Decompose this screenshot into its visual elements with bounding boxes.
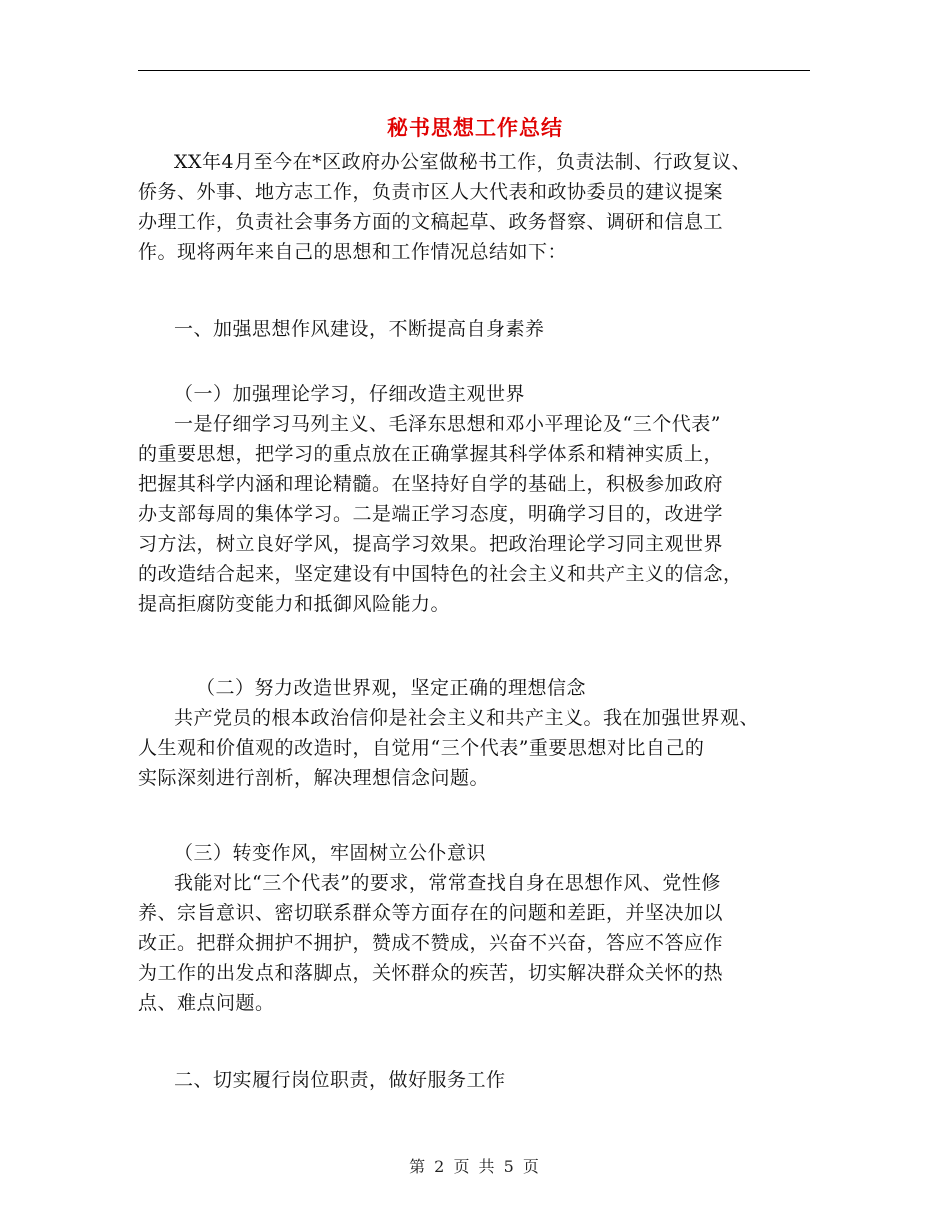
subheading-line: （二）努力改造世界观，坚定正确的理想信念 (196, 677, 587, 699)
subheading-line: （一）加强理论学习，仔细改造主观世界 (174, 383, 526, 405)
text-line: 的改造结合起来，坚定建设有中国特色的社会主义和共产主义的信念， (138, 563, 743, 585)
text-line: 侨务、外事、地方志工作，负责市区人大代表和政协委员的建议提案 (138, 181, 724, 203)
subsection-1-paragraph (138, 379, 743, 619)
intro-paragraph (138, 147, 751, 267)
text-line: 的重要思想，把学习的重点放在正确掌握其科学体系和精神实质上， (138, 443, 724, 465)
heading-line: 二、切实履行岗位职责，做好服务工作 (174, 1069, 506, 1091)
text-line: 作。现将两年来自己的思想和工作情况总结如下： (138, 241, 568, 263)
header-rule (138, 70, 810, 71)
text-line: 人生观和价值观的改造时，自觉用“三个代表”重要思想对比自己的 (138, 737, 705, 759)
heading-line: 一、加强思想作风建设，不断提高自身素养 (174, 318, 545, 340)
section-heading-2 (138, 1065, 506, 1095)
text-line: 一是仔细学习马列主义、毛泽东思想和邓小平理论及“三个代表” (174, 413, 721, 435)
text-line: 共产党员的根本政治信仰是社会主义和共产主义。我在加强世界观、 (174, 707, 760, 729)
document-title: 秘书思想工作总结 (387, 115, 563, 140)
text-line: 点、难点问题。 (138, 992, 275, 1014)
text-line: 改正。把群众拥护不拥护，赞成不赞成，兴奋不兴奋，答应不答应作 (138, 932, 724, 954)
text-line: 办理工作，负责社会事务方面的文稿起草、政务督察、调研和信息工 (138, 211, 724, 233)
subsection-3-paragraph (138, 838, 723, 1018)
text-line: 为工作的出发点和落脚点，关怀群众的疾苦，切实解决群众关怀的热 (138, 962, 724, 984)
subsection-2-paragraph (138, 673, 759, 793)
text-line: 把握其科学内涵和理论精髓。在坚持好自学的基础上，积极参加政府 (138, 473, 724, 495)
section-heading-1 (138, 314, 545, 344)
subheading-line: （三）转变作风，牢固树立公仆意识 (174, 842, 487, 864)
text-line: XX年4月至今在*区政府办公室做秘书工作，负责法制、行政复议、 (174, 151, 752, 173)
text-line: 养、宗旨意识、密切联系群众等方面存在的问题和差距，并坚决加以 (138, 902, 724, 924)
text-line: 提高拒腐防变能力和抵御风险能力。 (138, 593, 451, 615)
text-line: 习方法，树立良好学风，提高学习效果。把政治理论学习同主观世界 (138, 533, 724, 555)
text-line: 实际深刻进行剖析，解决理想信念问题。 (138, 767, 490, 789)
text-line: 我能对比“三个代表”的要求，常常查找自身在思想作风、党性修 (174, 872, 721, 894)
page-number: 第 2 页 共 5 页 (409, 1157, 541, 1176)
text-line: 办支部每周的集体学习。二是端正学习态度，明确学习目的，改进学 (138, 503, 724, 525)
